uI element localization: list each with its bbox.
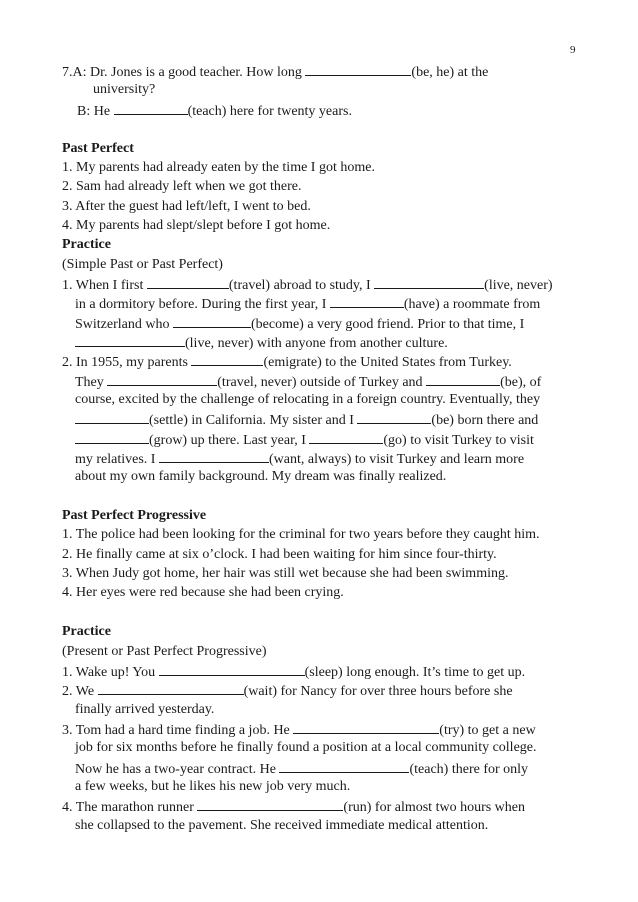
practice1-q2-line (75, 430, 534, 450)
text: (run) for almost two hours when (343, 800, 525, 815)
answer-blank[interactable] (75, 333, 185, 347)
practice2-q4-line (62, 797, 525, 817)
example-line: 1. The police had been looking for the criminal for two years before they caught him. (62, 527, 540, 542)
text: (have) a roommate from (403, 297, 541, 312)
practice2-q2-line (62, 681, 513, 701)
practice1-q1-line (75, 314, 524, 334)
page-number: 9 (570, 44, 576, 56)
example-line: 4. Her eyes were red because she had been crying. (62, 585, 344, 600)
answer-blank[interactable] (305, 62, 411, 76)
answer-blank[interactable] (293, 720, 439, 734)
text: 3. Tom had a hard time finding a job. He (62, 723, 294, 738)
text: 4. The marathon runner (62, 800, 198, 815)
exercise-7a-continuation: university? (93, 82, 156, 97)
example-line: 1. My parents had already eaten by the time I got home. (62, 160, 375, 175)
text: (emigrate) to the United States from Turkey. (263, 355, 512, 370)
text: (become) a very good friend. Prior to that time, I (250, 317, 525, 332)
practice1-q2-line: course, excited by the challenge of relocating in a foreign country. Eventually, they (75, 392, 541, 407)
exercise-7b-line (77, 101, 352, 121)
text: Switzerland who (75, 317, 173, 332)
text: 2. In 1955, my parents (62, 355, 192, 370)
example-line: 3. When Judy got home, her hair was still wet because she had been swimming. (62, 566, 509, 581)
text: (live, never) with anyone from another culture. (185, 336, 448, 351)
text: my relatives. I (75, 452, 159, 467)
answer-blank[interactable] (279, 759, 409, 773)
practice1-q2-line: about my own family background. My dream was finally realized. (75, 469, 447, 484)
text: 1. When I first (62, 278, 147, 293)
answer-blank[interactable] (197, 797, 343, 811)
example-line: 2. He finally came at six o’clock. I had been waiting for him since four-thirty. (62, 547, 497, 562)
text: 1. Wake up! You (62, 665, 159, 680)
past-perfect-progressive-heading: Past Perfect Progressive (62, 508, 207, 523)
practice2-q3-line: a few weeks, but he likes his new job very much. (75, 779, 351, 794)
example-line: 3. After the guest had left/left, I went to bed. (62, 199, 311, 214)
answer-blank[interactable] (107, 372, 217, 386)
answer-blank[interactable] (173, 314, 251, 328)
answer-blank[interactable] (330, 294, 404, 308)
text: (live, never) (484, 278, 553, 293)
answer-blank[interactable] (191, 352, 263, 366)
text: (be) born there and (431, 413, 539, 428)
text: (settle) in California. My sister and I (149, 413, 358, 428)
practice1-q1-line (75, 333, 448, 353)
answer-blank[interactable] (75, 430, 149, 444)
text: B: He (77, 104, 114, 119)
practice1-q2-line (75, 410, 538, 430)
text: (travel, never) outside of Turkey and (217, 375, 427, 390)
practice2-q3-line (75, 759, 528, 779)
answer-blank[interactable] (309, 430, 383, 444)
practice1-q2-line (75, 449, 524, 469)
answer-blank[interactable] (426, 372, 500, 386)
answer-blank[interactable] (159, 662, 305, 676)
answer-blank[interactable] (374, 275, 484, 289)
answer-blank[interactable] (114, 101, 188, 115)
practice1-q2-line (75, 372, 541, 392)
answer-blank[interactable] (147, 275, 229, 289)
text: (be, he) at the (411, 65, 489, 80)
practice1-q1-line (75, 294, 540, 314)
practice1-q1-line (62, 275, 553, 295)
past-perfect-heading: Past Perfect (62, 141, 134, 156)
text: (try) to get a new (439, 723, 536, 738)
practice-subheading: (Present or Past Perfect Progressive) (62, 644, 267, 659)
text: (teach) there for only (409, 762, 529, 777)
text: in a dormitory before. During the first year, I (75, 297, 330, 312)
text: 2. We (62, 684, 98, 699)
practice2-q2-line: finally arrived yesterday. (75, 702, 215, 717)
text: (wait) for Nancy for over three hours before she (243, 684, 513, 699)
text: (travel) abroad to study, I (228, 278, 375, 293)
text: (sleep) long enough. It’s time to get up. (304, 665, 526, 680)
text: (grow) up there. Last year, I (149, 433, 310, 448)
practice1-q2-line (62, 352, 512, 372)
practice2-q1-line (62, 662, 525, 682)
exercise-7a-line (62, 62, 488, 82)
text: (be), of (500, 375, 542, 390)
answer-blank[interactable] (159, 449, 269, 463)
practice2-q3-line: job for six months before he finally found a position at a local community college. (75, 740, 537, 755)
practice-subheading: (Simple Past or Past Perfect) (62, 257, 223, 272)
answer-blank[interactable] (98, 681, 244, 695)
text: (want, always) to visit Turkey and learn more (268, 452, 525, 467)
example-line: 2. Sam had already left when we got there. (62, 179, 302, 194)
practice2-q3-line (62, 720, 536, 740)
answer-blank[interactable] (75, 410, 149, 424)
text: Now he has a two-year contract. He (75, 762, 280, 777)
text: (teach) here for twenty years. (187, 104, 352, 119)
answer-blank[interactable] (357, 410, 431, 424)
text: They (75, 375, 108, 390)
text: (go) to visit Turkey to visit (383, 433, 534, 448)
practice-heading: Practice (62, 624, 111, 639)
text: 7.A: Dr. Jones is a good teacher. How long (62, 65, 306, 80)
practice-heading: Practice (62, 237, 111, 252)
example-line: 4. My parents had slept/slept before I got home. (62, 218, 331, 233)
practice2-q4-line: she collapsed to the pavement. She received immediate medical attention. (75, 818, 489, 833)
